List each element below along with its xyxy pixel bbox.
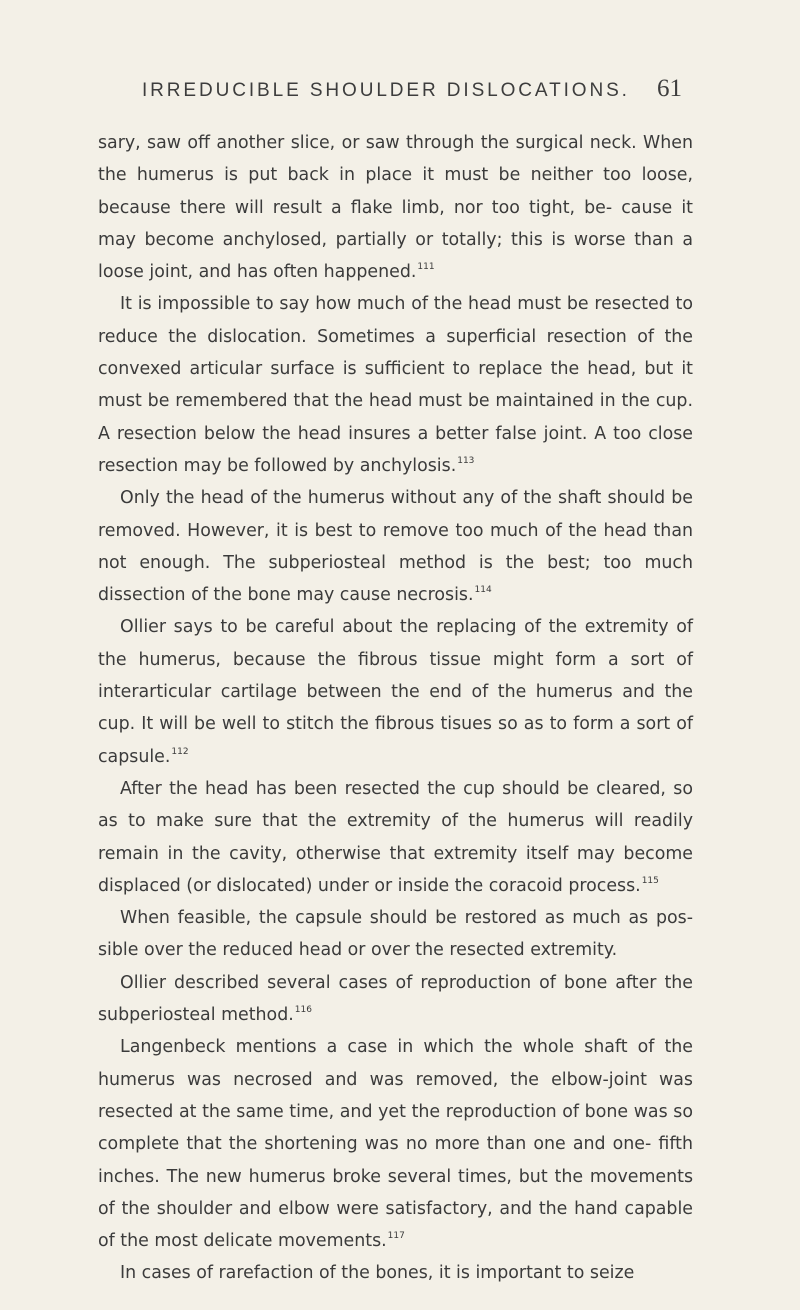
footnote-ref: 111	[417, 262, 435, 273]
footnote-ref: 112	[171, 746, 189, 757]
footnote-ref: 115	[641, 875, 659, 886]
running-title: IRREDUCIBLE SHOULDER DISLOCATIONS.	[142, 80, 630, 101]
running-head	[142, 75, 682, 110]
paragraph	[98, 1031, 693, 1257]
paragraph-text: Only the head of the humerus without any of the shaft should be removed. However, it is best to remove too much of the head than not enough. The subperiosteal method is the best; too much dissection of the bone may cause necrosis.	[98, 488, 693, 606]
paragraph-text: Langenbeck mentions a case in which the whole shaft of the humerus was necrosed and was removed, the elbow-joint was resected at the same time, and yet the reproduction of bone was so complete that the shortening was no more than one and one- fifth inches. The new humerus broke several times, but the movements of the shoulder and elbow were satisfactory, and the hand capable of the most delicate movements.	[98, 1037, 693, 1252]
paragraph	[98, 611, 693, 772]
footnote-ref: 114	[474, 585, 492, 596]
paragraph	[98, 967, 693, 1032]
footnote-ref: 116	[294, 1005, 312, 1016]
paragraph	[98, 288, 693, 482]
footnote-ref: 117	[387, 1231, 405, 1242]
paragraph-text: After the head has been resected the cup should be cleared, so as to make sure that the extremity of the humerus will readily remain in the cavity, otherwise that extremity itself may become displaced (or dislocated) under or inside the coracoid process.	[98, 778, 693, 896]
paragraph-text: When feasible, the capsule should be restored as much as pos- sible over the reduced head or over the resected extremity.	[98, 908, 693, 961]
paragraph-text: In cases of rarefaction of the bones, it is important to seize	[120, 1263, 635, 1284]
paragraph	[98, 482, 693, 611]
footnote-ref: 113	[457, 455, 475, 466]
paragraph	[98, 902, 693, 967]
paragraph-text: sary, saw off another slice, or saw through the surgical neck. When the humerus is put back in place it must be neither too loose, because there will result a flake limb, nor too tight, be- cause it may become anchylosed, partially or totally; this is worse than a loose joint, and has often happened.	[98, 133, 693, 283]
body-text	[98, 127, 693, 1290]
paragraph-text: Ollier says to be careful about the replacing of the extremity of the humerus, because the fibrous tissue might form a sort of interarticular cartilage between the end of the humerus and the cup. It will be well to stitch the fibrous tisues so as to form a sort of capsule.	[98, 617, 693, 767]
paragraph	[98, 773, 693, 902]
paragraph	[98, 1257, 693, 1289]
page-number: 61	[657, 75, 682, 102]
paragraph	[98, 127, 693, 288]
paragraph-text: It is impossible to say how much of the head must be resected to reduce the dislocation. Sometimes a superficial resection of the convexed articular surface is sufficient to replace the head, but it must be remembered that the head must be maintained in the cup. A resection below the head insures a better false joint. A too close resection may be followed by anchylosis.	[98, 294, 693, 476]
paragraph-text: Ollier described several cases of reproduction of bone after the subperiosteal method.	[98, 972, 693, 1026]
